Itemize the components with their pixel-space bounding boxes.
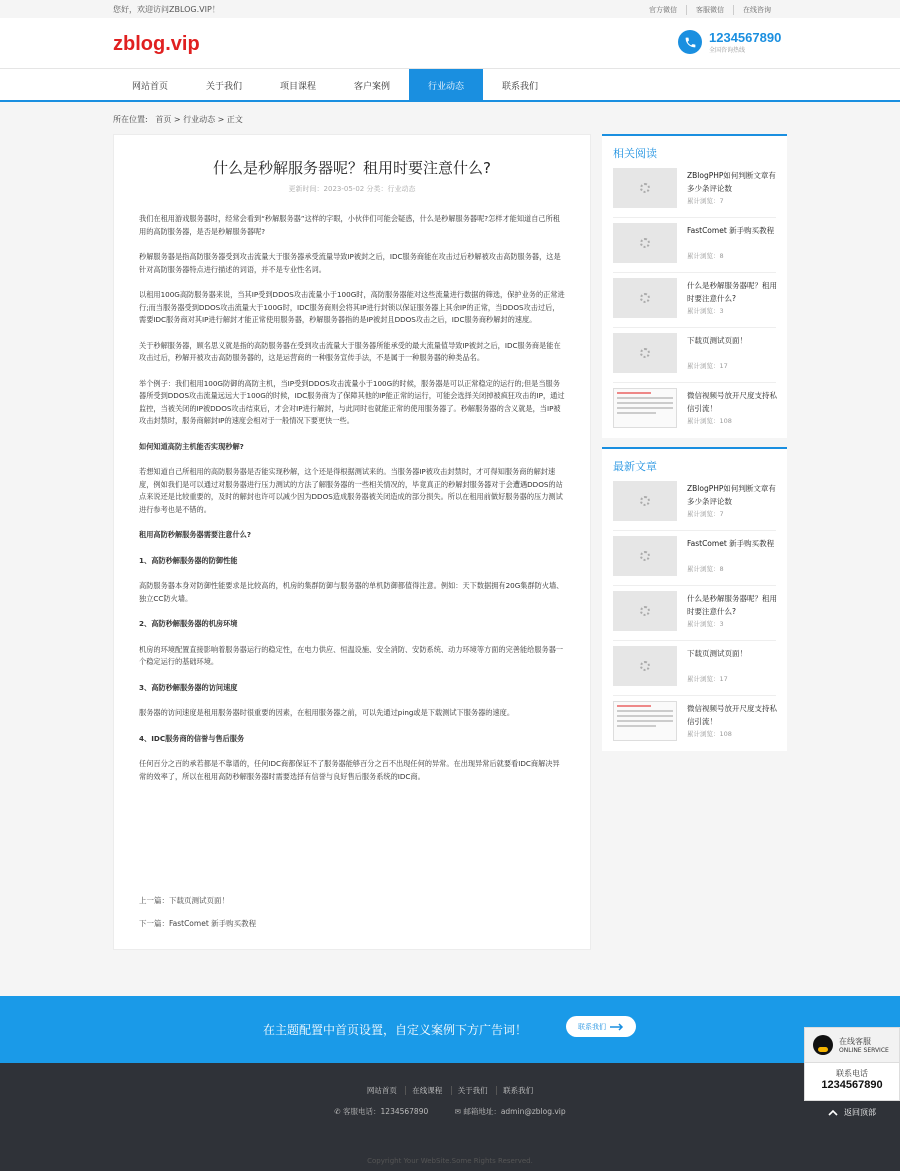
related-item-title[interactable]: 微信视频号放开尺度支持私信引流！ bbox=[687, 391, 777, 413]
float-phone-label: 联系电话 bbox=[836, 1069, 868, 1078]
related-item[interactable] bbox=[613, 273, 776, 328]
article-heading: 如何知道高防主机能否实现秒解? bbox=[139, 441, 244, 451]
header bbox=[0, 18, 900, 68]
breadcrumb-label: 所在位置: bbox=[113, 115, 148, 124]
article-heading: 3、高防秒解服务器的访问速度 bbox=[139, 682, 238, 692]
breadcrumb bbox=[113, 114, 243, 125]
thumbnail-loading-icon[interactable] bbox=[613, 536, 677, 576]
article-heading: 2、高防秒解服务器的机房环境 bbox=[139, 619, 238, 628]
online-service-sub: ONLINE SERVICE bbox=[839, 1047, 889, 1054]
latest-item[interactable] bbox=[613, 476, 776, 531]
top-bar bbox=[0, 0, 900, 18]
top-links bbox=[640, 5, 780, 15]
related-item-title[interactable]: 下载页测试页面！ bbox=[687, 336, 747, 345]
related-item-views: 累计浏览：3 bbox=[687, 307, 724, 315]
latest-item[interactable] bbox=[613, 531, 776, 586]
footer-link-home[interactable]: 网站首页 bbox=[366, 1086, 397, 1095]
article-card bbox=[113, 134, 591, 950]
hotline-number: 1234567890 bbox=[709, 29, 782, 45]
thumbnail-loading-icon[interactable] bbox=[613, 278, 677, 318]
latest-articles-title: 最新文章 bbox=[613, 460, 657, 473]
welcome-text: 您好，欢迎访问ZBLOG.VIP！ bbox=[113, 5, 220, 14]
float-phone bbox=[804, 1063, 900, 1101]
article-meta: 更新时间：2023-05-02 分类：行业动态 bbox=[288, 185, 416, 193]
footer-phone-text: 客服电话：1234567890 bbox=[343, 1107, 429, 1116]
related-item[interactable] bbox=[613, 328, 776, 383]
thumbnail-image[interactable] bbox=[613, 388, 677, 428]
article-title: 什么是秒解服务器呢？租用时要注意什么? bbox=[213, 159, 491, 177]
article-paragraph: 我们在租用游戏服务器时，经常会看到“秒解服务器”这样的字眼，小伙伴们可能会疑惑，什么是秒解服务器呢?怎样才能知道自己所租用的高防服务器，是否是秒解服务器呢? bbox=[139, 214, 560, 236]
footer-contact bbox=[0, 1106, 900, 1117]
related-item[interactable] bbox=[613, 163, 776, 218]
related-item[interactable] bbox=[613, 383, 776, 438]
latest-item[interactable] bbox=[613, 696, 776, 751]
article-body bbox=[114, 213, 590, 783]
nav-item-courses[interactable]: 项目课程 bbox=[279, 82, 316, 92]
article-paragraph: 机房的环境配置直接影响着服务器运行的稳定性，在电力供应、恒温设施、安全消防、安防系统、动力环境等方面的完善能给服务器一个稳定运行的基础环境。 bbox=[139, 644, 564, 666]
nav-item-cases[interactable]: 客户案例 bbox=[353, 82, 390, 92]
latest-item-views: 累计浏览：8 bbox=[687, 565, 724, 573]
related-item-views: 累计浏览：7 bbox=[687, 197, 724, 205]
article-heading: 1、高防秒解服务器的防御性能 bbox=[139, 555, 238, 565]
thumbnail-loading-icon[interactable] bbox=[613, 168, 677, 208]
latest-item[interactable] bbox=[613, 586, 776, 641]
latest-item-title[interactable]: ZBlogPHP如何判断文章有多少条评论数 bbox=[687, 484, 776, 506]
latest-item-title[interactable]: FastComet 新手购买教程 bbox=[687, 539, 775, 548]
related-item[interactable] bbox=[613, 218, 776, 273]
nav-item-contact[interactable]: 联系我们 bbox=[501, 82, 538, 92]
arrow-right-icon bbox=[610, 1023, 624, 1031]
hotline-label: 全国咨询热线 bbox=[709, 46, 746, 54]
float-phone-number: 1234567890 bbox=[821, 1079, 883, 1091]
online-service-title: 在线客服 bbox=[839, 1037, 871, 1046]
footer-email bbox=[455, 1107, 566, 1116]
article-heading: 4、IDC服务商的信誉与售后服务 bbox=[139, 733, 245, 743]
floating-service-panel bbox=[804, 1027, 900, 1123]
site-logo[interactable]: zblog.vip bbox=[113, 33, 200, 55]
top-link-online-consult[interactable]: 在线咨询 bbox=[733, 5, 780, 15]
related-item-title[interactable]: 什么是秒解服务器呢？租用时要注意什么? bbox=[687, 281, 777, 303]
latest-item-title[interactable]: 什么是秒解服务器呢？租用时要注意什么? bbox=[687, 594, 777, 616]
related-item-title[interactable]: ZBlogPHP如何判断文章有多少条评论数 bbox=[687, 171, 776, 193]
footer-link-contact[interactable]: 联系我们 bbox=[496, 1086, 539, 1095]
phone-small-icon: ✆ bbox=[334, 1107, 341, 1116]
chevron-up-icon bbox=[828, 1109, 838, 1116]
article-paragraph: 若想知道自己所租用的高防服务器是否能实现秒解，这个还是得根据测试来的。当服务器IP被攻击封禁时，才可得知服务商的解封速度，例如我们是可以通过对服务器进行压力测试的方法了解服务器的一些相关情况的，毕竟真正的秒解封服务器对于会遭遇DDOS的站点来说还是比较重要的，及时的解封也许可以减少因为DDOS造成服务器被关闭造成的部分损失。所以在租用前做好服务器的压力测试进行参考也是不错的。 bbox=[139, 467, 563, 514]
copyright: Copyright Your WebSite.Some Rights Reserved. bbox=[367, 1157, 533, 1165]
online-service-button[interactable] bbox=[804, 1027, 900, 1063]
nav-item-home[interactable]: 网站首页 bbox=[131, 82, 168, 92]
back-to-top-button[interactable] bbox=[804, 1101, 900, 1123]
article-paragraph: 关于秒解服务器，顾名思义就是指的高防服务器在受到攻击流量大于服务器所能承受的最大流量值导致IP被封之后，IDC服务商是能在攻击过后，秒解开被攻击高防服务器的，这是运营商的一种服务宣传手法，不是属于一种服务器的种类品名。 bbox=[139, 340, 561, 362]
article-paragraph: 高防服务器本身对防御性能要求是比较高的，机房的集群防御与服务器的单机防御都值得注意。例如：天下数据拥有20G集群防火墙、独立CC防火墙。 bbox=[139, 581, 564, 603]
article-paragraph: 服务器的访问速度是租用服务器时很重要的因素，在租用服务器之前，可以先通过ping或是下载测试下服务器的速度。 bbox=[139, 708, 515, 717]
breadcrumb-trail[interactable]: 首页 > 行业动态 > 正文 bbox=[155, 115, 243, 124]
thumbnail-loading-icon[interactable] bbox=[613, 481, 677, 521]
latest-item[interactable] bbox=[613, 641, 776, 696]
related-item-views: 累计浏览：17 bbox=[687, 362, 728, 370]
latest-articles-box bbox=[602, 447, 787, 751]
footer-phone bbox=[334, 1107, 430, 1116]
latest-item-title[interactable]: 微信视频号放开尺度支持私信引流！ bbox=[687, 704, 777, 726]
top-link-service-wechat[interactable]: 客服微信 bbox=[686, 5, 733, 15]
article-paragraph: 以租用100G高防服务器来说，当其IP受到DDOS攻击流量小于100G时，高防服务器能对这些流量进行数据的筛选，保护业务的正常进行;而当服务器受到DDOS攻击流量大于100G时，IDC服务商则会将其IP进行封锁以保证服务器上其余IP的正常，当DDOS攻击过后，需要IDC服务商对其IP进行解封才能正常使用服务器，秒解服务器指的是IP被封且DDOS攻击之后，IDC服务商秒解封的速度。 bbox=[139, 290, 565, 324]
footer-links bbox=[0, 1085, 900, 1096]
phone-icon bbox=[678, 30, 702, 54]
related-item-views: 累计浏览：108 bbox=[687, 417, 732, 425]
footer-link-about[interactable]: 关于我们 bbox=[451, 1086, 494, 1095]
latest-item-views: 累计浏览：7 bbox=[687, 510, 724, 518]
back-to-top-label: 返回顶部 bbox=[844, 1107, 876, 1117]
nav-item-industry-news[interactable]: 行业动态 bbox=[409, 69, 483, 102]
article-paragraph: 举个例子：我们租用100G防御的高防主机，当IP受到DDOS攻击流量小于100G的时候，服务器是可以正常稳定的运行的;但是当服务器所受到DDOS攻击流量远远大于100G的时候，IDC服务商为了保障其他的IP能正常的运行，可能会选择关闭掉被疯狂攻击的IP，通过监控，当被关闭的IP被DDOS攻击结束后，才会对IP进行解封，与此同时也就能正常的使用服务器了。秒解服务器的含义就是，当IP被攻击封禁时，服务商解封IP的速度会相对于一般情况下要更快一些。 bbox=[139, 378, 565, 425]
thumbnail-image[interactable] bbox=[613, 701, 677, 741]
nav-item-about[interactable]: 关于我们 bbox=[205, 82, 242, 92]
hotline bbox=[678, 30, 781, 54]
thumbnail-loading-icon[interactable] bbox=[613, 223, 677, 263]
article-heading: 租用高防秒解服务器需要注意什么? bbox=[139, 530, 251, 539]
related-reading-title: 相关阅读 bbox=[613, 147, 657, 160]
related-item-title[interactable]: FastComet 新手购买教程 bbox=[687, 226, 775, 235]
top-link-wechat[interactable]: 官方微信 bbox=[649, 6, 677, 14]
footer-link-courses[interactable]: 在线课程 bbox=[405, 1086, 448, 1095]
thumbnail-loading-icon[interactable] bbox=[613, 646, 677, 686]
thumbnail-loading-icon[interactable] bbox=[613, 591, 677, 631]
article-paragraph: 任何百分之百的承若都是不靠谱的，任何IDC商都保证不了服务器能够百分之百不出现任何的异常。在出现异常后就要看IDC商解决异常的效率了，所以在租用高防秒解服务器时需要选择有信誉与良好售后服务系统的IDC商。 bbox=[139, 759, 560, 781]
prev-article-link[interactable]: 上一篇：下载页测试页面！ bbox=[139, 896, 229, 905]
thumbnail-loading-icon[interactable] bbox=[613, 333, 677, 373]
next-article-link[interactable]: 下一篇：FastComet 新手购买教程 bbox=[139, 919, 257, 928]
email-icon: ✉ bbox=[454, 1107, 461, 1116]
qq-penguin-icon bbox=[813, 1035, 833, 1055]
latest-item-views: 累计浏览：108 bbox=[687, 730, 732, 738]
footer-email-text: 邮箱地址：admin@zblog.vip bbox=[463, 1107, 566, 1116]
contact-us-label: 联系我们 bbox=[578, 1022, 606, 1031]
footer bbox=[0, 1063, 900, 1171]
latest-item-views: 累计浏览：3 bbox=[687, 620, 724, 628]
banner-text: 在主题配置中首页设置，自定义案例下方广告词！ bbox=[263, 1023, 528, 1037]
main-nav bbox=[0, 68, 900, 102]
related-reading-box bbox=[602, 134, 787, 438]
article-paragraph: 秒解服务器是指高防服务器受到攻击流量大于服务器承受流量导致IP被封之后，IDC服务商能在攻击过后秒解被攻击高防服务器，这是针对高防服务器特点进行描述的词语，并不是专业性名词。 bbox=[139, 252, 561, 274]
ad-banner bbox=[0, 996, 900, 1063]
latest-item-views: 累计浏览：17 bbox=[687, 675, 728, 683]
latest-item-title[interactable]: 下载页测试页面！ bbox=[687, 649, 747, 658]
related-item-views: 累计浏览：8 bbox=[687, 252, 724, 260]
contact-us-button[interactable] bbox=[566, 1016, 636, 1037]
